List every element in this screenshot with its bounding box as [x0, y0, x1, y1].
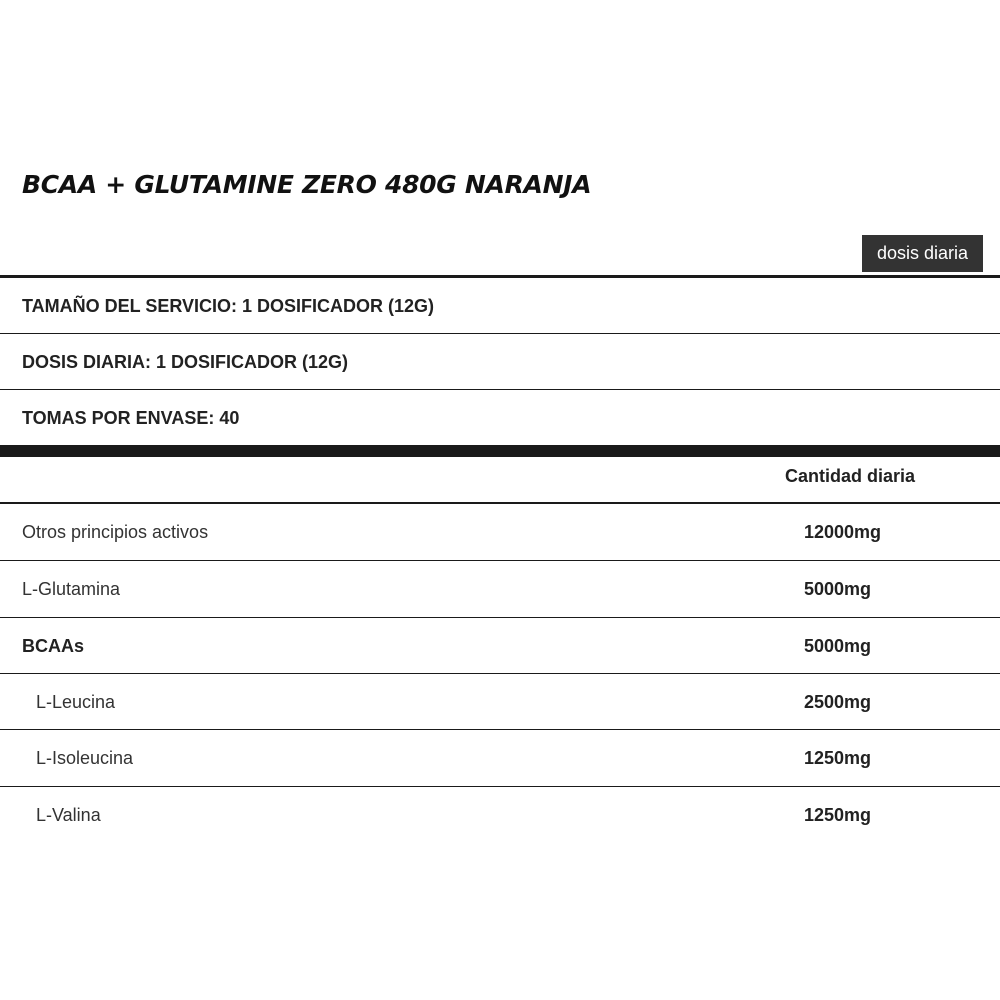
daily-dose: DOSIS DIARIA: 1 DOSIFICADOR (12G) [22, 352, 349, 372]
servings-per-container: TOMAS POR ENVASE: 40 [22, 408, 240, 428]
row-divider [0, 389, 1000, 390]
nutrient-name: Otros principios activos [22, 522, 209, 542]
nutrient-name: L-Valina [36, 805, 101, 825]
nutrient-name: L-Glutamina [22, 579, 121, 599]
table-row [0, 618, 1000, 674]
table-row [0, 674, 1000, 730]
column-header-daily-amount: Cantidad diaria [785, 466, 916, 486]
nutrient-value: 5000mg [804, 636, 872, 656]
nutrient-name: L-Isoleucina [36, 748, 134, 768]
table-row [0, 787, 1000, 843]
thick-divider [0, 445, 1000, 457]
top-divider [0, 275, 1000, 278]
nutrient-value: 12000mg [804, 522, 882, 542]
product-title: BCAA + GLUTAMINE ZERO 480G NARANJA [22, 170, 592, 199]
nutrient-name: BCAAs [22, 636, 85, 656]
table-row [0, 561, 1000, 617]
serving-size: TAMAÑO DEL SERVICIO: 1 DOSIFICADOR (12G) [22, 296, 435, 316]
table-row [0, 504, 1000, 560]
nutrient-name: L-Leucina [36, 692, 116, 712]
nutrient-value: 1250mg [804, 805, 872, 825]
dose-tag: dosis diaria [862, 235, 983, 272]
table-row [0, 730, 1000, 786]
row-divider [0, 333, 1000, 334]
nutrient-value: 2500mg [804, 692, 872, 712]
nutrient-value: 5000mg [804, 579, 872, 599]
nutrient-value: 1250mg [804, 748, 872, 768]
